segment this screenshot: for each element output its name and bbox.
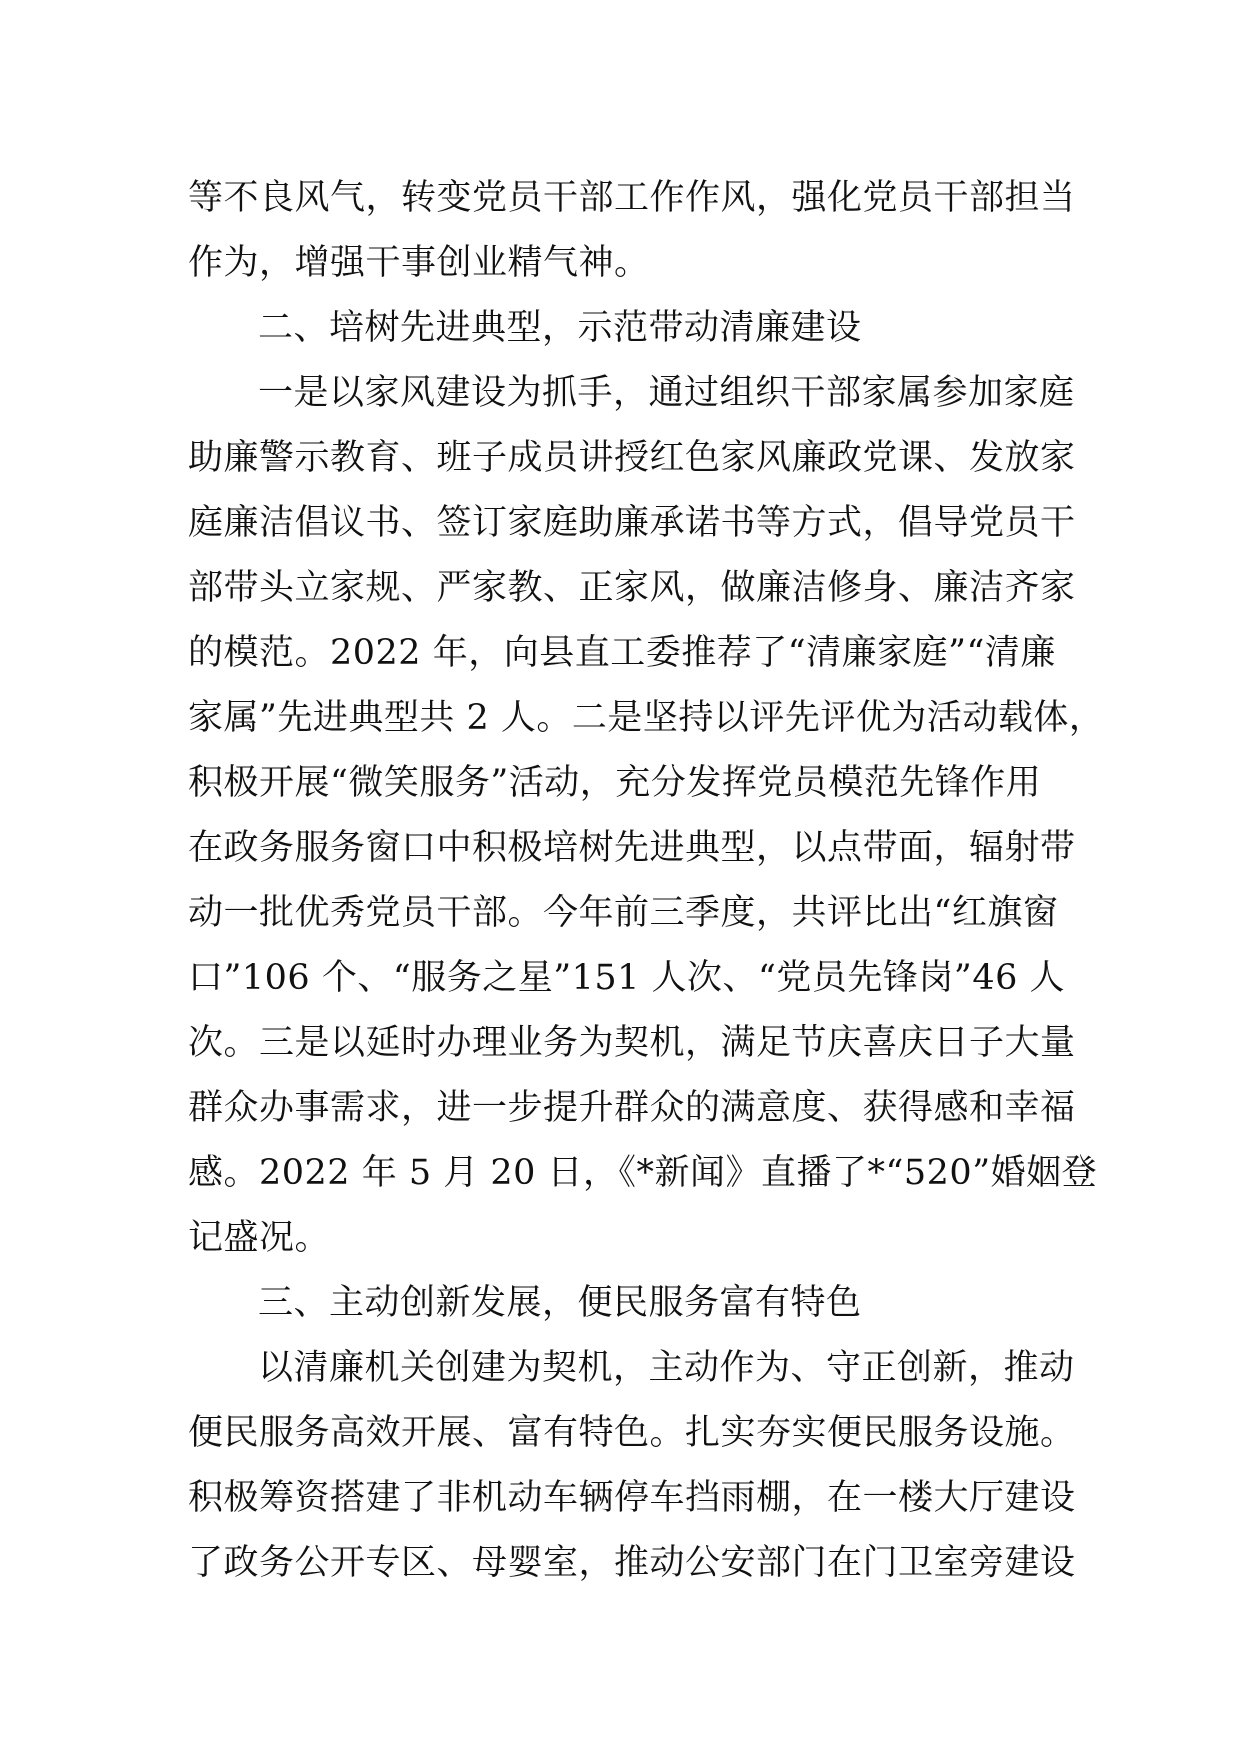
text-line: 口”106 个、“服务之星”151 人次、“党员先锋岗”46 人	[188, 958, 1065, 998]
section-heading: 二、培树先进典型，示范带动清廉建设	[258, 308, 862, 348]
text-line: 积极开展“微笑服务”活动，充分发挥党员模范先锋作用	[188, 763, 1042, 803]
text-line: 便民服务高效开展、富有特色。扎实夯实便民服务设施。	[188, 1413, 1076, 1453]
text-line: 在政务服务窗口中积极培树先进典型，以点带面，辐射带	[188, 828, 1076, 868]
text-line: 家属”先进典型共 2 人。二是坚持以评先评优为活动载体，	[188, 698, 1105, 738]
text-line: 助廉警示教育、班子成员讲授红色家风廉政党课、发放家	[188, 438, 1076, 478]
text-line: 庭廉洁倡议书、签订家庭助廉承诺书等方式，倡导党员干	[188, 503, 1076, 543]
text-line: 部带头立家规、严家教、正家风，做廉洁修身、廉洁齐家	[188, 568, 1076, 608]
text-line: 动一批优秀党员干部。今年前三季度，共评比出“红旗窗	[188, 893, 1059, 933]
text-line: 以清廉机关创建为契机，主动作为、守正创新，推动	[258, 1348, 1075, 1388]
text-line: 的模范。2022 年，向县直工委推荐了“清廉家庭”“清廉	[188, 633, 1056, 673]
section-heading: 三、主动创新发展，便民服务富有特色	[258, 1283, 862, 1323]
text-line: 积极筹资搭建了非机动车辆停车挡雨棚，在一楼大厅建设	[188, 1478, 1076, 1518]
text-line: 作为，增强干事创业精气神。	[188, 243, 650, 283]
text-line: 一是以家风建设为抓手，通过组织干部家属参加家庭	[258, 373, 1075, 413]
text-line: 群众办事需求，进一步提升群众的满意度、获得感和幸福	[188, 1088, 1076, 1128]
text-line: 记盛况。	[188, 1218, 331, 1258]
text-line: 等不良风气，转变党员干部工作作风，强化党员干部担当	[188, 178, 1076, 218]
text-line: 次。三是以延时办理业务为契机，满足节庆喜庆日子大量	[188, 1023, 1076, 1063]
text-line: 感。2022 年 5 月 20 日，《*新闻》直播了*“520”婚姻登	[188, 1153, 1098, 1193]
text-line: 了政务公开专区、母婴室，推动公安部门在门卫室旁建设	[188, 1543, 1076, 1583]
